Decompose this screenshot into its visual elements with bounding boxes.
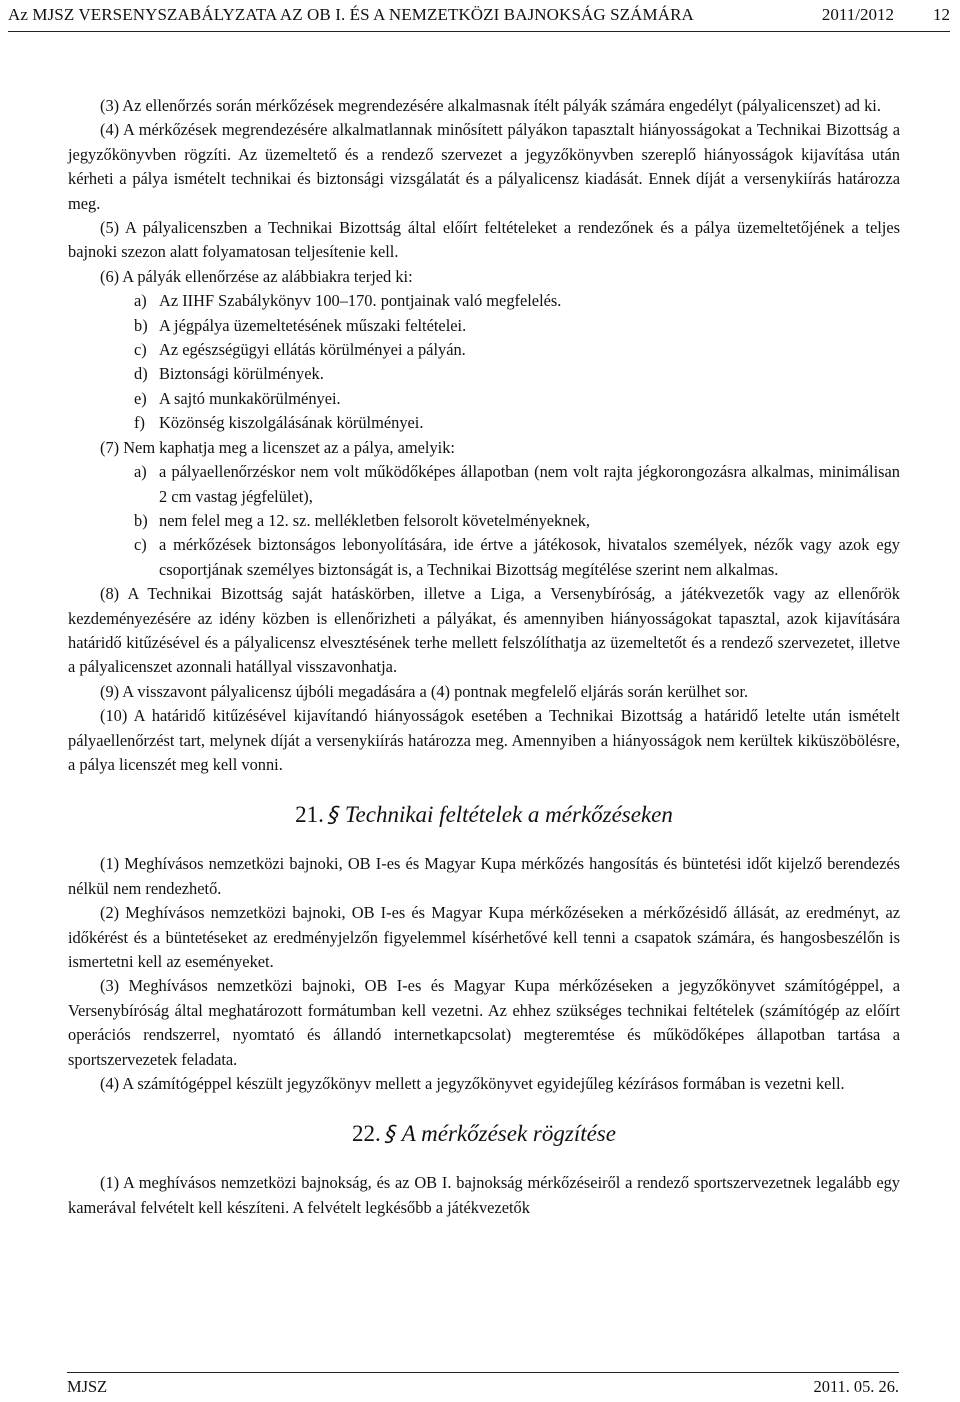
page-footer [67, 1376, 899, 1398]
footer-org: MJSZ [67, 1377, 108, 1396]
section-title: A mérkőzések rögzítése [401, 1121, 616, 1147]
list-item-text: Az IIHF Szabálykönyv 100–170. pontjainak való megfelelés. [159, 291, 562, 311]
list-item [68, 509, 900, 533]
section-title: Technikai feltételek a mérkőzéseken [344, 802, 673, 828]
list-item-label: c) [134, 340, 147, 360]
section-symbol: § [381, 1122, 400, 1148]
list-item-text: Közönség kiszolgálásának körülményei. [159, 413, 424, 433]
list-item-text: a pályaellenőrzéskor nem volt működőképes állapotban (nem volt rajta jégkorongozásra alkalmas, minimálisan 2 cm vastag jégfelület), [159, 462, 900, 506]
section-number: 21. [295, 802, 324, 828]
paragraph-20-4: (4) A mérkőzések megrendezésére alkalmatlannak minősített pályákon tapasztalt hiányosságokat a Technikai Bizottság a jegyzőkönyvben rögzíti. Az üzemeltető és a rendező szervezet a jegyzőkönyvben szereplő hiányosságok kijavítása után kérheti a pálya ismételt technikai és biztonsági vizsgálatát és a pályalicensz kiadását. Ennek díját a versenykiírás határozza meg. [68, 120, 900, 213]
section-heading-22 [68, 1119, 900, 1150]
list-item-label: e) [134, 388, 147, 408]
list-item-text: A sajtó munkakörülményei. [159, 388, 341, 408]
header-rule [8, 31, 950, 32]
footer-rule [67, 1372, 899, 1373]
list-item-text: a mérkőzések biztonságos lebonyolítására, ide értve a játékosok, hivatalos személyek, nézők vagy azok egy csoportjának személyes biztonságát is, a Technikai Bizottság megítélése szerint nem alkalmas. [159, 535, 900, 579]
section-heading-21 [68, 800, 900, 831]
paragraph-20-6: (6) A pályák ellenőrzése az alábbiakra terjed ki: [100, 266, 413, 286]
page-header [8, 2, 950, 30]
list-item-label: f) [134, 413, 145, 433]
section-symbol: § [324, 803, 343, 829]
paragraph-20-5: (5) A pályalicenszben a Technikai Bizottság által előírt feltételeket a rendezőnek és a pálya üzemeltetőjének a teljes bajnoki szezon alatt folyamatosan teljesítenie kell. [68, 218, 900, 262]
list-item-text: nem felel meg a 12. sz. mellékletben felsorolt követelményeknek, [159, 510, 591, 530]
paragraph-20-10: (10) A határidő kitűzésével kijavítandó hiányosságok esetében a Technikai Bizottság a határidő letelte után ismételt pályaellenőrzést tart, melynek díját a versenykiírás határozza meg. Amennyiben a hiányosságok nem kerültek kiküszöbölésre, a pálya licenszét meg kell vonni. [68, 706, 900, 774]
list-item [68, 314, 900, 338]
paragraph-20-8: (8) A Technikai Bizottság saját hatáskörben, illetve a Liga, a Versenybíróság, a játékvezetők vagy az ellenőrök kezdeményezésére az idény közben is ellenőrizheti a pályákat, és amennyiben hiányosságokat tapasztal, azok kijavítására határidő kitűzésével és a pályalicensz elvesztésének terhe mellett felszólíthatja az üzemeltetőt és a rendező szervezetet, illetve a pályalicenszet azonnali hatállyal visszavonhatja. [68, 584, 900, 677]
list-item-label: b) [134, 510, 148, 530]
list-item [68, 362, 900, 386]
page-body [68, 94, 900, 1220]
paragraph-21-4: (4) A számítógéppel készült jegyzőkönyv mellett a jegyzőkönyvet egyidejűleg kézírásos formában is vezetni kell. [100, 1074, 845, 1094]
list-item [68, 411, 900, 435]
header-title: Az MJSZ VERSENYSZABÁLYZATA AZ OB I. ÉS A NEMZETKÖZI BAJNOKSÁG SZÁMÁRA [8, 5, 694, 24]
list-item-label: a) [134, 462, 147, 482]
list-item [68, 533, 900, 582]
paragraph-20-9: (9) A visszavont pályalicensz újbóli megadására a (4) pontnak megfelelő eljárás során kerülhet sor. [100, 681, 749, 701]
header-page-number: 12 [933, 5, 950, 24]
footer-date: 2011. 05. 26. [813, 1377, 899, 1396]
paragraph-21-1: (1) Meghívásos nemzetközi bajnoki, OB I-es és Magyar Kupa mérkőzés hangosítás és büntetési időt kijelző berendezés nélkül nem rendezhető. [68, 854, 900, 898]
list-item [68, 338, 900, 362]
paragraph-21-3: (3) Meghívásos nemzetközi bajnoki, OB I-es és Magyar Kupa mérkőzéseken a jegyzőkönyvet számítógéppel, a Versenybíróság által meghatározott formátumban kell vezetni. Az ehhez szükséges technikai feltételek (számítógép az előírt operációs rendszerrel, nyomtató és állandó internetkapcsolat) megteremtése és működőképes állapotban tartása a sportszervezetek feladata. [68, 976, 900, 1069]
list-item-text: Az egészségügyi ellátás körülményei a pályán. [159, 340, 466, 360]
list-item-label: b) [134, 315, 148, 335]
list-item [68, 460, 900, 509]
paragraph-20-7: (7) Nem kaphatja meg a licenszet az a pálya, amelyik: [100, 437, 455, 457]
section-number: 22. [352, 1121, 381, 1147]
paragraph-21-2: (2) Meghívásos nemzetközi bajnoki, OB I-es és Magyar Kupa mérkőzéseken a mérkőzésidő állását, az eredményt, az időkérést és a büntetéseket az eredményjelzőn figyelemmel kísérhetővé kell tenni a csapatok számára, és hangosbeszélőn is ismertetni kell az eseményeket. [68, 903, 900, 971]
paragraph-22-1: (1) A meghívásos nemzetközi bajnokság, és az OB I. bajnokság mérkőzéseiről a rendező sportszervezetnek legalább egy kamerával felvételt kell készíteni. A felvételt legkésőbb a játékvezetők [68, 1173, 900, 1217]
list-item-label: c) [134, 535, 147, 555]
list-20-6 [68, 289, 900, 435]
paragraph-20-3: (3) Az ellenőrzés során mérkőzések megrendezésére alkalmasnak ítélt pályák számára engedélyt (pályalicenszet) ad ki. [100, 96, 881, 115]
list-20-7 [68, 460, 900, 582]
list-item-label: d) [134, 364, 148, 384]
header-season: 2011/2012 [821, 5, 894, 24]
list-item-text: A jégpálya üzemeltetésének műszaki feltételei. [159, 315, 467, 335]
list-item-text: Biztonsági körülmények. [159, 364, 324, 384]
list-item-label: a) [134, 291, 147, 311]
list-item [68, 387, 900, 411]
list-item [68, 289, 900, 313]
